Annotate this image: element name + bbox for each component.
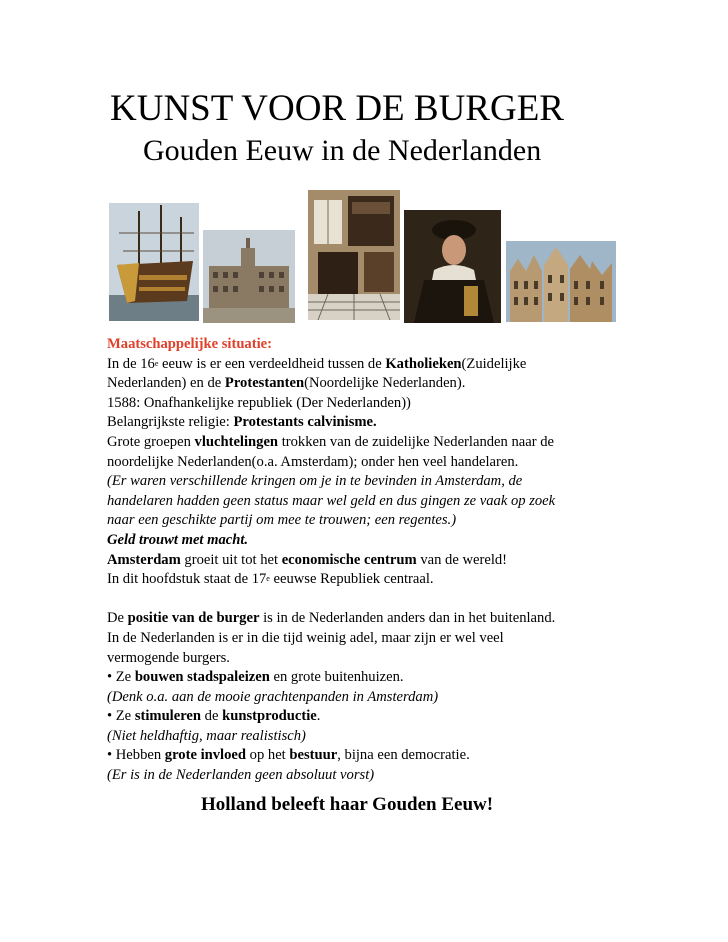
closing-statement: Holland beleeft haar Gouden Eeuw! [201, 794, 494, 815]
text-line: noordelijke Nederlanden(o.a. Amsterdam); onder hen veel handelaren. [107, 453, 519, 470]
text-line: In de Nederlanden is er in die tijd weinig adel, maar zijn er wel veel [107, 629, 504, 646]
text-line: De positie van de burger is in de Nederlanden anders dan in het buitenland. [107, 610, 556, 627]
image-town-hall [203, 230, 295, 323]
text-line: handelaren hadden geen status maar wel geld en dus gingen ze vaak op zoek [107, 492, 556, 509]
page-subtitle: Gouden Eeuw in de Nederlanden [143, 134, 542, 167]
text-line: In dit hoofdstuk staat de 17e eeuwse Republiek centraal. [107, 571, 434, 588]
text-line: Amsterdam groeit uit tot het economische centrum van de wereld! [107, 551, 508, 568]
bullet-item: • Ze stimuleren de kunstproductie. [107, 708, 321, 725]
image-interior [308, 190, 400, 320]
text-line: (Er waren verschillende kringen om je in te bevinden in Amsterdam, de [107, 473, 523, 490]
image-guild-houses [506, 241, 616, 322]
text-line: vermogende burgers. [107, 649, 230, 666]
text-line: naar een geschikte partij om mee te trouwen; een regentes.) [107, 512, 457, 529]
text-line: Nederlanden) en de Protestanten(Noordelijke Nederlanden). [107, 375, 466, 392]
bullet-note: (Denk o.a. aan de mooie grachtenpanden in Amsterdam) [107, 688, 439, 705]
bullet-item: • Ze bouwen stadspaleizen en grote buitenhuizen. [107, 669, 404, 686]
image-portrait [404, 210, 501, 323]
text-line: Belangrijkste religie: Protestants calvinisme. [107, 414, 377, 431]
text-line: 1588: Onafhankelijke republiek (Der Nederlanden)) [107, 394, 411, 411]
bullet-note: (Er is in de Nederlanden geen absoluut vorst) [107, 767, 375, 784]
page-title: KUNST VOOR DE BURGER [110, 88, 564, 129]
image-ship [109, 203, 199, 321]
section-heading: Maatschappelijke situatie: [107, 336, 272, 352]
text-line: Geld trouwt met macht. [107, 531, 249, 548]
text-line: Grote groepen vluchtelingen trokken van de zuidelijke Nederlanden naar de [107, 433, 554, 450]
text-line: In de 16e eeuw is er een verdeeldheid tussen de Katholieken(Zuidelijke [107, 355, 527, 372]
bullet-note: (Niet heldhaftig, maar realistisch) [107, 727, 306, 744]
bullet-item: • Hebben grote invloed op het bestuur, bijna een democratie. [107, 747, 470, 764]
body-text [107, 335, 707, 786]
